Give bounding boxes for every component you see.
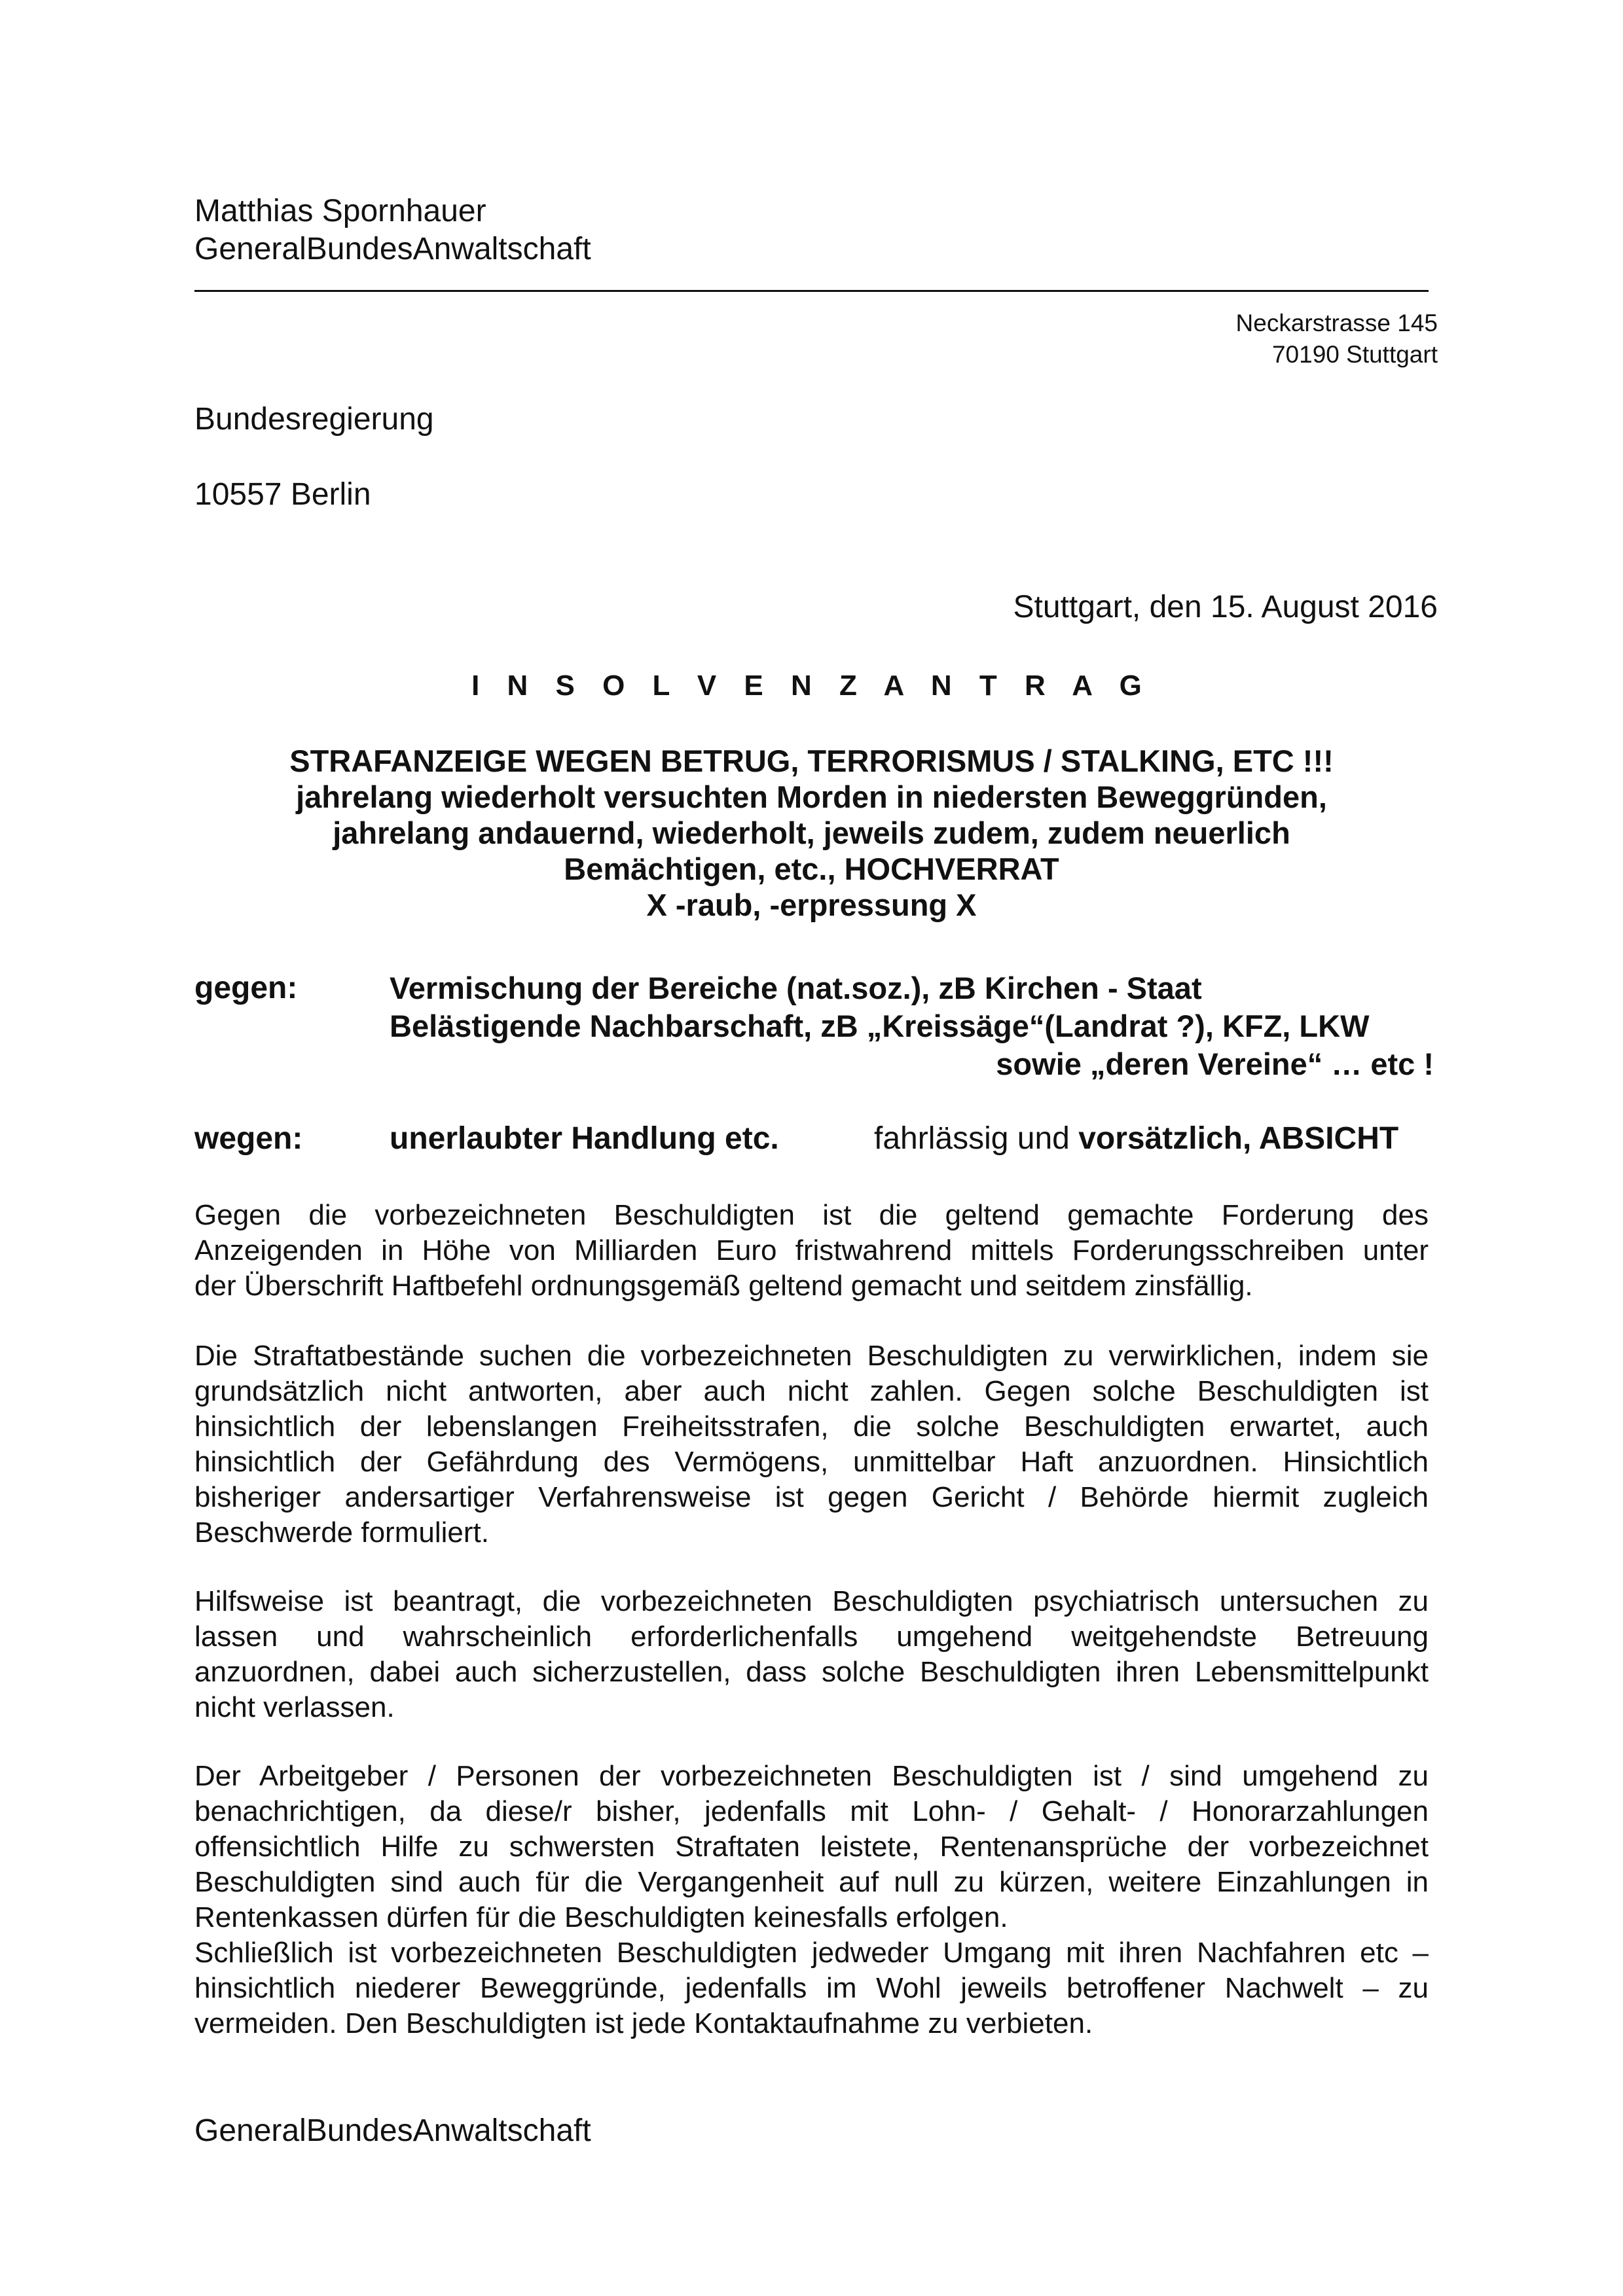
paragraph-line: Gegen die vorbezeichneten Beschuldigten ist die geltend gemachte Forderung des (194, 1199, 1429, 1231)
gegen-line: Belästigende Nachbarschaft, zB „Kreissäge“(Landrat ?), KFZ, LKW (390, 1009, 1370, 1043)
date-line: Stuttgart, den 15. August 2016 (1013, 590, 1438, 624)
wegen-vorsaetzlich: vorsätzlich, ABSICHT (1078, 1121, 1399, 1156)
gegen-text (390, 969, 1437, 1083)
sender-street: Neckarstrasse 145 (1235, 310, 1438, 336)
paragraph-line: Beschwerde formuliert. (194, 1516, 489, 1549)
paragraph-line: benachrichtigen, da diese/r bisher, jedenfalls mit Lohn- / Gehalt- / Honorarzahlungen (194, 1795, 1429, 1827)
paragraph-line: bisheriger andersartiger Verfahrensweise ist gegen Gericht / Behörde hiermit zugleich (194, 1481, 1429, 1513)
headline-line: Bemächtigen, etc., HOCHVERRAT (564, 852, 1059, 886)
paragraph-line: Der Arbeitgeber / Personen der vorbezeichneten Beschuldigten ist / sind umgehend zu (194, 1760, 1429, 1792)
paragraph-line: Schließlich ist vorbezeichneten Beschuldigten jedweder Umgang mit ihren Nachfahren etc – (194, 1937, 1429, 1969)
paragraph-line: Die Straftatbestände suchen die vorbezeichneten Beschuldigten zu verwirklichen, indem sie (194, 1340, 1429, 1372)
wegen-fahrlaessig: fahrlässig und (874, 1121, 1070, 1156)
sender-city: 70190 Stuttgart (1271, 341, 1438, 368)
paragraph-1 (194, 1198, 1429, 1304)
paragraph-line: grundsätzlich nicht antworten, aber auch nicht zahlen. Gegen solche Beschuldigten ist (194, 1375, 1429, 1407)
headline-line: STRAFANZEIGE WEGEN BETRUG, TERRORISMUS / STALKING, ETC !!! (289, 744, 1334, 778)
paragraph-4 (194, 1759, 1429, 2041)
paragraph-line: hinsichtlich niederer Beweggründe, jedenfalls im Wohl jeweils betroffener Nachwelt – zu (194, 1972, 1429, 2004)
sender-name: Matthias Spornhauer (194, 194, 486, 228)
gegen-line: Vermischung der Bereiche (nat.soz.), zB Kirchen - Staat (390, 971, 1202, 1005)
paragraph-line: nicht verlassen. (194, 1691, 395, 1723)
paragraph-line: Hilfsweise ist beantragt, die vorbezeichneten Beschuldigten psychiatrisch untersuchen zu (194, 1585, 1429, 1617)
gegen-label: gegen: (194, 971, 298, 1005)
wegen-label: wegen: (194, 1121, 303, 1156)
sender-organization: GeneralBundesAnwaltschaft (194, 232, 591, 266)
paragraph-line: offensichtlich Hilfe zu schwersten Straftaten leistete, Rentenansprüche der vorbezeichnet (194, 1831, 1429, 1863)
recipient-city: 10557 Berlin (194, 477, 371, 512)
gegen-line: sowie „deren Vereine“ … etc ! (996, 1047, 1434, 1081)
paragraph-line: der Überschrift Haftbefehl ordnungsgemäß geltend gemacht und seitdem zinsfällig. (194, 1270, 1253, 1302)
footer-signature: GeneralBundesAnwaltschaft (194, 2113, 591, 2148)
headline-line: X -raub, -erpressung X (646, 888, 977, 922)
paragraph-3 (194, 1584, 1429, 1725)
paragraph-line: hinsichtlich der Gefährdung des Vermögens, unmittelbar Haft anzuordnen. Hinsichtlich (194, 1446, 1429, 1478)
wegen-handlung: unerlaubter Handlung etc. (390, 1121, 779, 1156)
paragraph-line: anzuordnen, dabei auch sicherzustellen, dass solche Beschuldigten ihren Lebensmittelpunkt (194, 1656, 1429, 1688)
paragraph-line: vermeiden. Den Beschuldigten ist jede Kontaktaufnahme zu verbieten. (194, 2007, 1093, 2039)
paragraph-line: lassen und wahrscheinlich erforderlichenfalls umgehend weitgehendste Betreuung (194, 1621, 1429, 1653)
document-title: I N S O L V E N Z A N T R A G (471, 670, 1152, 702)
paragraph-line: hinsichtlich der lebenslangen Freiheitsstrafen, die solche Beschuldigten erwartet, auch (194, 1410, 1429, 1443)
recipient-name: Bundesregierung (194, 402, 434, 437)
headline-line: jahrelang andauernd, wiederholt, jeweils zudem, zudem neuerlich (333, 816, 1290, 850)
headline-block (194, 743, 1429, 923)
headline-line: jahrelang wiederholt versuchten Morden in niedersten Beweggründen, (296, 780, 1327, 814)
wegen-intent (874, 1119, 1398, 1158)
header-divider (194, 290, 1429, 292)
paragraph-2 (194, 1338, 1429, 1551)
paragraph-line: Rentenkassen dürfen für die Beschuldigten keinesfalls erfolgen. (194, 1901, 1008, 1933)
paragraph-line: Anzeigenden in Höhe von Milliarden Euro fristwahrend mittels Forderungsschreiben unter (194, 1234, 1429, 1266)
paragraph-line: Beschuldigten sind auch für die Vergangenheit auf null zu kürzen, weitere Einzahlungen in (194, 1866, 1429, 1898)
